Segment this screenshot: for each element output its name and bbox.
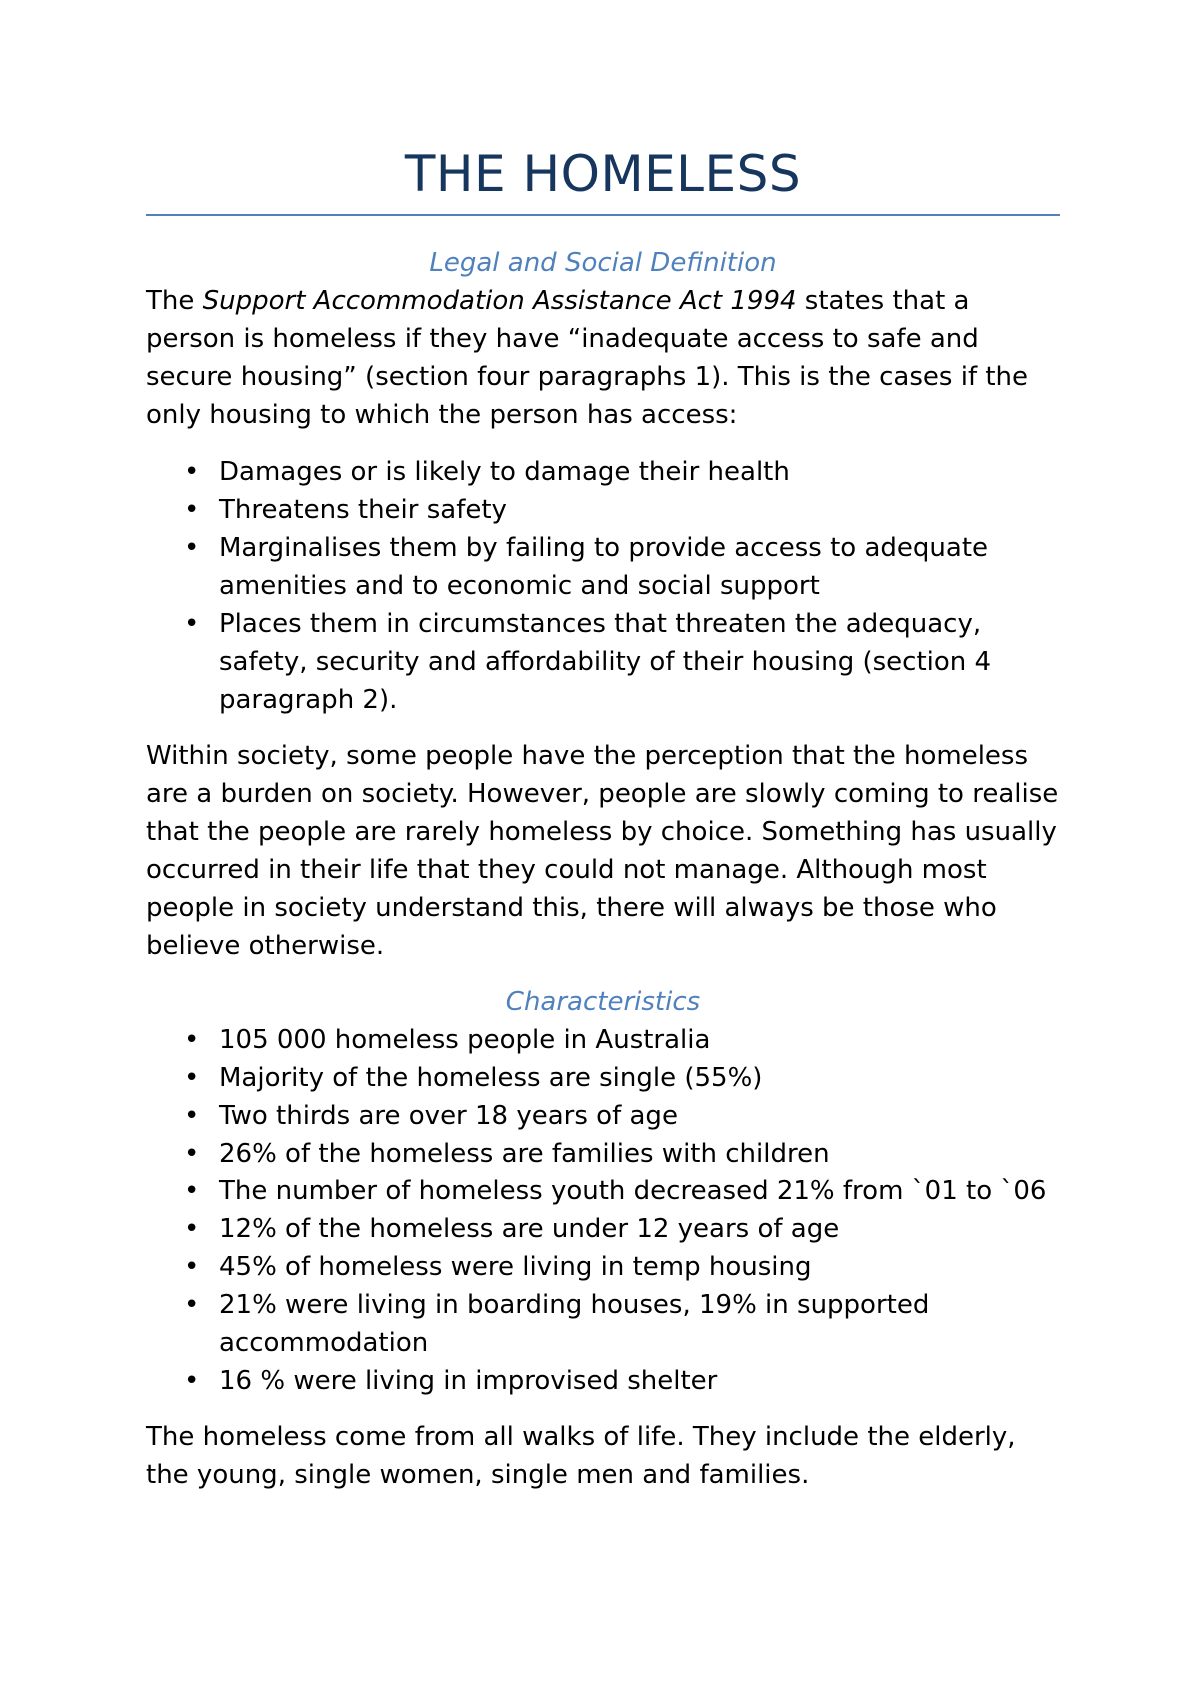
list-item-text: 21% were living in boarding houses, 19% in supported accommodation — [219, 1290, 930, 1358]
perception-paragraph: Within society, some people have the perception that the homeless are a burden on society. However, people are slowly coming to realise that the people are rarely homeless by choice. Something has usually occurred in their life that they could not manage. Although most people in society understand this, there will always be those who believe otherwise. — [146, 741, 1059, 961]
list-item-text: Threatens their safety — [219, 495, 507, 525]
intro-text-rest: states that a person is homeless if they have “inadequate access to safe and secure housing” (section four paragraphs 1). This is the cases if the only housing to which the person has access: — [146, 286, 1029, 430]
intro-text-start: The — [146, 286, 203, 316]
list-item-text: 105 000 homeless people in Australia — [219, 1025, 711, 1055]
list-item-text: The number of homeless youth decreased 21% from `01 to `06 — [219, 1176, 1047, 1206]
list-item-text: Damages or is likely to damage their health — [219, 457, 790, 487]
list-item-text: Places them in circumstances that threaten the adequacy, safety, security and affordability of their housing (section 4 paragraph 2). — [219, 609, 992, 715]
list-item — [146, 529, 1060, 605]
bullet-icon: • — [184, 1101, 200, 1131]
bullet-icon: • — [184, 1139, 200, 1169]
bullet-icon: • — [184, 1025, 200, 1055]
list-item-text: 12% of the homeless are under 12 years of age — [219, 1214, 840, 1244]
bullet-icon: • — [184, 1252, 200, 1282]
intro-paragraph — [146, 282, 1060, 434]
bullet-icon: • — [184, 457, 200, 487]
section-heading-characteristics: Characteristics — [505, 987, 701, 1017]
list-item-text: 16 % were living in improvised shelter — [219, 1366, 718, 1396]
closing-paragraph: The homeless come from all walks of life. They include the elderly, the young, single women, single men and families. — [146, 1422, 1016, 1490]
bullet-icon: • — [184, 1290, 200, 1320]
list-item — [146, 1097, 1060, 1135]
bullet-icon: • — [184, 1176, 200, 1206]
document-title: THE HOMELESS — [404, 145, 802, 203]
list-item-text: 45% of homeless were living in temp housing — [219, 1252, 812, 1282]
definition-list — [146, 453, 1060, 719]
list-item — [146, 605, 1060, 719]
bullet-icon: • — [184, 1063, 200, 1093]
list-item-text: Two thirds are over 18 years of age — [219, 1101, 678, 1131]
list-item — [146, 1286, 1060, 1362]
title-underline — [146, 214, 1060, 216]
list-item — [146, 1210, 1060, 1248]
list-item — [146, 1135, 1060, 1173]
list-item — [146, 1059, 1060, 1097]
bullet-icon: • — [184, 495, 200, 525]
list-item — [146, 1173, 1060, 1210]
list-item-text: Marginalises them by failing to provide access to adequate amenities and to economic and social support — [219, 533, 989, 601]
list-item — [146, 1362, 1060, 1400]
bullet-icon: • — [184, 1214, 200, 1244]
list-item — [146, 491, 1060, 529]
bullet-icon: • — [184, 609, 200, 639]
section-heading-legal-definition: Legal and Social Definition — [429, 248, 777, 278]
bullet-icon: • — [184, 533, 200, 563]
act-name: Support Accommodation Assistance Act 1994 — [202, 286, 797, 316]
list-item — [146, 1021, 1060, 1059]
document-page — [146, 138, 1060, 1494]
list-item-text: 26% of the homeless are families with children — [219, 1139, 830, 1169]
list-item — [146, 1248, 1060, 1286]
list-item-text: Majority of the homeless are single (55%) — [219, 1063, 763, 1093]
list-item — [146, 453, 1060, 491]
bullet-icon: • — [184, 1366, 200, 1396]
characteristics-list — [146, 1021, 1060, 1400]
